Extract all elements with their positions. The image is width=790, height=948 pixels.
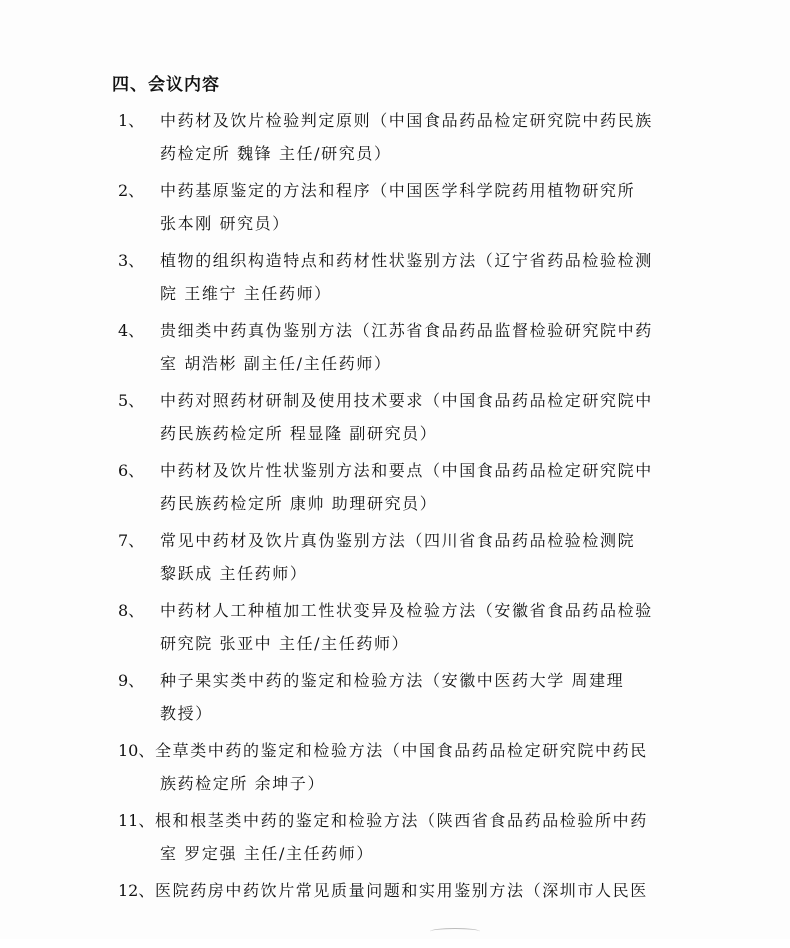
item-text-line1: 植物的组织构造特点和药材性状鉴别方法（辽宁省药品检验检测 (160, 251, 653, 270)
item-text-line2: 室 罗定强 主任/主任药师） (160, 844, 374, 863)
item-text-line2: 药民族药检定所 程显隆 副研究员） (160, 424, 438, 443)
item-text-line1: 中药材及饮片性状鉴别方法和要点（中国食品药品检定研究院中 (160, 461, 653, 480)
item-text-line1: 种子果实类中药的鉴定和检验方法（安徽中医药大学 周建理 (160, 671, 625, 690)
list-item (0, 598, 790, 668)
list-item (0, 808, 790, 878)
item-text-line1: 全草类中药的鉴定和检验方法（中国食品药品检定研究院中药民 (155, 741, 648, 760)
item-number: 9、 (118, 671, 145, 690)
list-item (0, 528, 790, 598)
item-text-line2: 教授） (160, 704, 213, 723)
item-number: 12、 (118, 881, 155, 900)
item-number: 3、 (118, 251, 145, 270)
page-footer-mark (430, 928, 480, 935)
item-text-line2: 药民族药检定所 康帅 助理研究员） (160, 494, 438, 513)
item-text-line1: 中药材及饮片检验判定原则（中国食品药品检定研究院中药民族 (160, 111, 653, 130)
list-item (0, 108, 790, 178)
list-item (0, 458, 790, 528)
item-text-line2: 黎跃成 主任药师） (160, 564, 308, 583)
item-number: 11、 (118, 811, 155, 830)
item-text-line1: 中药基原鉴定的方法和程序（中国医学科学院药用植物研究所 (160, 181, 636, 200)
item-number: 5、 (118, 391, 145, 410)
item-text-line1: 医院药房中药饮片常见质量问题和实用鉴别方法（深圳市人民医 (155, 881, 648, 900)
list-item (0, 388, 790, 458)
list-item (0, 178, 790, 248)
item-text-line2: 族药检定所 余坤子） (160, 774, 326, 793)
item-text-line2: 院 王维宁 主任药师） (160, 284, 332, 303)
item-number: 10、 (118, 741, 155, 760)
item-text-line2: 研究院 张亚中 主任/主任药师） (160, 634, 410, 653)
list-item (0, 248, 790, 318)
item-text-line1: 贵细类中药真伪鉴别方法（江苏省食品药品监督检验研究院中药 (160, 321, 653, 340)
item-text-line1: 中药对照药材研制及使用技术要求（中国食品药品检定研究院中 (160, 391, 653, 410)
item-text-line1: 根和根茎类中药的鉴定和检验方法（陕西省食品药品检验所中药 (155, 811, 648, 830)
list-item (0, 878, 790, 948)
item-number: 6、 (118, 461, 145, 480)
item-text-line1: 中药材人工种植加工性状变异及检验方法（安徽省食品药品检验 (160, 601, 653, 620)
item-number: 8、 (118, 601, 145, 620)
item-text-line1: 常见中药材及饮片真伪鉴别方法（四川省食品药品检验检测院 (160, 531, 636, 550)
list-item (0, 668, 790, 738)
item-text-line2: 室 胡浩彬 副主任/主任药师） (160, 354, 392, 373)
item-number: 4、 (118, 321, 145, 340)
section-title: 四、会议内容 (112, 75, 220, 95)
item-text-line2: 药检定所 魏锋 主任/研究员） (160, 144, 392, 163)
item-text-line2: 张本刚 研究员） (160, 214, 290, 233)
item-number: 1、 (118, 111, 145, 130)
item-number: 7、 (118, 531, 145, 550)
item-number: 2、 (118, 181, 145, 200)
list-item (0, 738, 790, 808)
list-item (0, 318, 790, 388)
